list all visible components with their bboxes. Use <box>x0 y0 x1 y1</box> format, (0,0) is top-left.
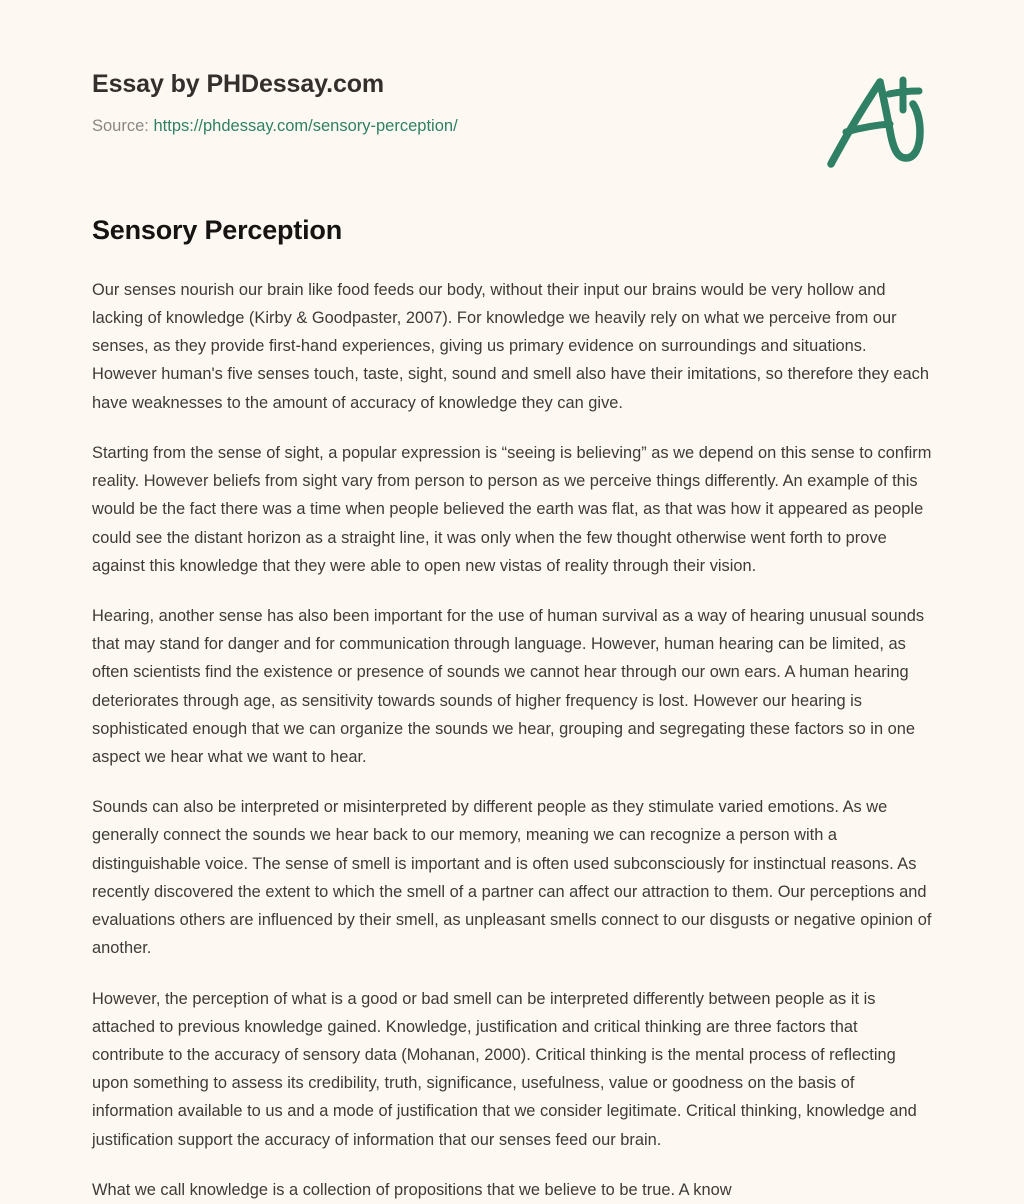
phdessay-a-plus-logo[interactable] <box>818 62 930 172</box>
body-paragraph-truncated: What we call knowledge is a collection of propositions that we believe to be true. A know <box>92 1180 732 1199</box>
a-plus-logo-icon <box>818 62 930 172</box>
page-header <box>0 0 1024 190</box>
source-link[interactable]: https://phdessay.com/sensory-perception/ <box>153 117 458 135</box>
body-paragraph: Hearing, another sense has also been important for the use of human survival as a way of hearing unusual sounds that may stand for danger and for communication through language. However, human hearing can be limited, as often scientists find the existence or presence of sounds we cannot hear through our own ears. A human hearing deteriorates through age, as sensitivity towards sounds of higher frequency is lost. However our hearing is sophisticated enough that we can organize the sounds we hear, grouping and segregating these factors so in one aspect we hear what we want to hear. <box>92 606 925 767</box>
brand-title: Essay by PHDessay.com <box>92 70 385 98</box>
body-paragraph: Sounds can also be interpreted or misinterpreted by different people as they stimulate varied emotions. As we generally connect the sounds we hear back to our memory, meaning we can recognize a person with a distinguishable voice. The sense of smell is important and is often used subconsciously for instinctual reasons. As recently discovered the extent to which the smell of a partner can affect our attraction to them. Our perceptions and evaluations others are influenced by their smell, as unpleasant smells connect to our disgusts or negative opinion of another. <box>92 798 932 958</box>
body-paragraph: Starting from the sense of sight, a popular expression is “seeing is believing” as we depend on this sense to confirm reality. However beliefs from sight vary from person to person as we perceive things differently. An example of this would be the fact there was a time when people believed the earth was flat, as that was how it appeared as people could see the distant horizon as a straight line, it was only when the few thought otherwise went forth to prove against this knowledge that they were able to open new vistas of reality through their vision. <box>92 443 932 575</box>
source-label: Source: <box>92 117 149 135</box>
body-paragraph: However, the perception of what is a good or bad smell can be interpreted differently between people as it is attached to previous knowledge gained. Knowledge, justification and critical thinking are three factors that contribute to the accuracy of sensory data (Mohanan, 2000). Critical thinking is the mental process of reflecting upon something to assess its credibility, truth, significance, usefulness, value or goodness on the basis of information available to us and a mode of justification that we consider legitimate. Critical thinking, knowledge and justification support the accuracy of information that our senses feed our brain. <box>92 989 917 1149</box>
source-line <box>92 116 732 137</box>
brand-block <box>92 69 732 137</box>
page-title: Sensory Perception <box>92 215 342 245</box>
body-paragraph: Our senses nourish our brain like food feeds our body, without their input our brains would be very hollow and lacking of knowledge (Kirby & Goodpaster, 2007). For knowledge we heavily rely on what we perceive from our senses, as they provide first-hand experiences, giving us primary evidence on surroundings and situations. However human's five senses touch, taste, sight, sound and smell also have their imitations, so therefore they each have weaknesses to the amount of accuracy of knowledge they can give. <box>92 280 929 412</box>
document-body <box>92 214 934 1204</box>
